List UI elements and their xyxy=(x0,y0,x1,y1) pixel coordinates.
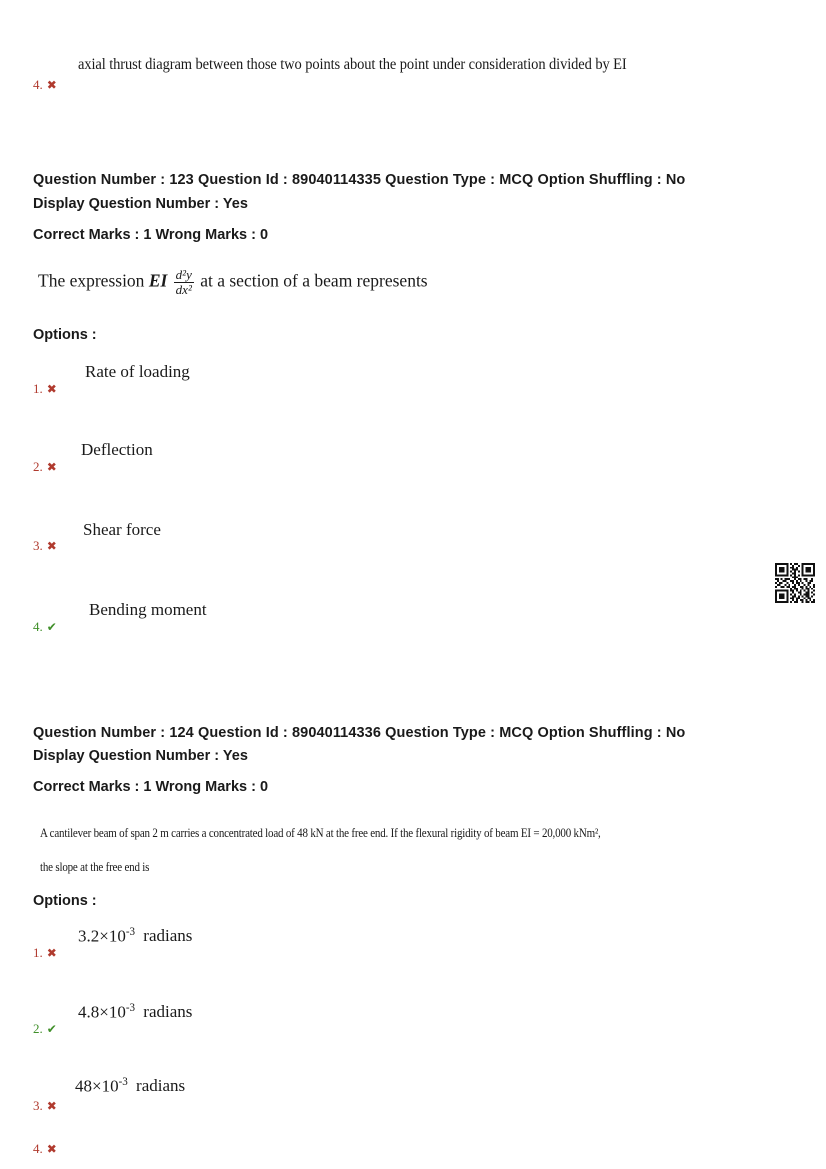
question-marks-line: Correct Marks : 1 Wrong Marks : 0 xyxy=(33,226,269,243)
option-number: 4. xyxy=(33,1140,43,1156)
question-meta-line2: Display Question Number : Yes xyxy=(33,748,248,765)
wrong-icon: ✖ xyxy=(46,1098,57,1113)
option-text xyxy=(78,1001,793,1024)
wrong-icon: ✖ xyxy=(46,459,57,474)
fraction-numerator: d²y xyxy=(175,267,192,283)
option-marker xyxy=(33,538,57,554)
question-stem xyxy=(38,268,793,296)
option-text xyxy=(78,925,793,948)
wrong-icon: ✖ xyxy=(46,538,57,553)
option-number: 2. xyxy=(33,458,43,474)
option-unit: radians xyxy=(136,1076,186,1096)
top-fragment-option xyxy=(33,56,793,90)
question-block-124 xyxy=(33,723,793,1161)
qr-code xyxy=(775,563,815,603)
question-meta-line1: Question Number : 123 Question Id : 89040114335 Question Type : MCQ Option Shuffling : No xyxy=(33,172,686,188)
option-row[interactable] xyxy=(33,361,793,401)
option-marker xyxy=(33,1098,57,1114)
option-number: 4. xyxy=(33,77,43,92)
option-marker xyxy=(33,619,57,635)
option-text: Shear force xyxy=(83,519,161,539)
option-number: 1. xyxy=(33,380,43,396)
question-stem-symbol: EI xyxy=(148,270,168,291)
option-row[interactable] xyxy=(33,599,793,639)
wrong-icon: ✖ xyxy=(46,381,57,396)
options-label: Options : xyxy=(33,326,97,343)
option-marker xyxy=(33,1141,57,1157)
option-number: 4. xyxy=(33,618,43,634)
question-block-123 xyxy=(33,170,793,639)
option-unit: radians xyxy=(143,1002,193,1022)
option-number: 3. xyxy=(33,1097,43,1113)
option-text xyxy=(75,1075,793,1098)
question-stem-fraction xyxy=(174,268,194,296)
option-row[interactable] xyxy=(33,1001,793,1041)
option-text: Rate of loading xyxy=(85,361,190,381)
question-meta-line2: Display Question Number : Yes xyxy=(33,195,248,212)
option-marker xyxy=(33,1021,57,1037)
question-meta-line1: Question Number : 124 Question Id : 89040114336 Question Type : MCQ Option Shuffling : No xyxy=(33,724,686,741)
top-fragment-text: axial thrust diagram between those two points about the point under consideration divided by EI xyxy=(78,56,627,74)
wrong-icon: ✖ xyxy=(46,78,57,92)
option-marker xyxy=(33,945,57,961)
question-stem-prefix: The expression xyxy=(38,270,145,291)
option-exponent: -3 xyxy=(118,1075,128,1088)
option-value: 4.8×10 xyxy=(78,1002,126,1022)
question-marks-line: Correct Marks : 1 Wrong Marks : 0 xyxy=(33,779,269,796)
wrong-icon: ✖ xyxy=(46,1141,57,1156)
options-label: Options : xyxy=(33,892,97,909)
option-row[interactable] xyxy=(33,1075,793,1115)
option-marker xyxy=(33,381,57,397)
option-exponent: -3 xyxy=(125,925,136,938)
correct-icon: ✔ xyxy=(46,1021,57,1036)
option-value: 3.2×10 xyxy=(78,926,126,946)
option-marker xyxy=(33,77,57,93)
option-unit: radians xyxy=(143,926,193,946)
option-value: 48×10 xyxy=(75,1076,119,1096)
wrong-icon: ✖ xyxy=(46,945,57,960)
option-number: 3. xyxy=(33,537,43,553)
question-stem-line2: the slope at the free end is xyxy=(40,860,150,875)
fraction-denominator: dx² xyxy=(175,281,192,297)
question-stem-suffix: at a section of a beam represents xyxy=(200,270,428,291)
option-number: 1. xyxy=(33,944,43,960)
option-row[interactable] xyxy=(33,439,793,479)
option-row[interactable] xyxy=(33,519,793,559)
option-row[interactable] xyxy=(33,1141,793,1161)
question-stem xyxy=(33,827,793,873)
option-exponent: -3 xyxy=(125,1001,136,1014)
option-number: 2. xyxy=(33,1020,43,1036)
qr-code-image xyxy=(775,563,815,603)
option-marker xyxy=(33,459,57,475)
option-text: Bending moment xyxy=(89,599,207,619)
option-row[interactable] xyxy=(33,925,793,965)
document-content xyxy=(33,0,793,1161)
correct-icon: ✔ xyxy=(46,619,57,634)
question-stem-line1: A cantilever beam of span 2 m carries a concentrated load of 48 kN at the free end. If the flexural rigidity of beam EI = 20,000 kNm², xyxy=(40,826,601,841)
option-text: Deflection xyxy=(81,439,153,459)
